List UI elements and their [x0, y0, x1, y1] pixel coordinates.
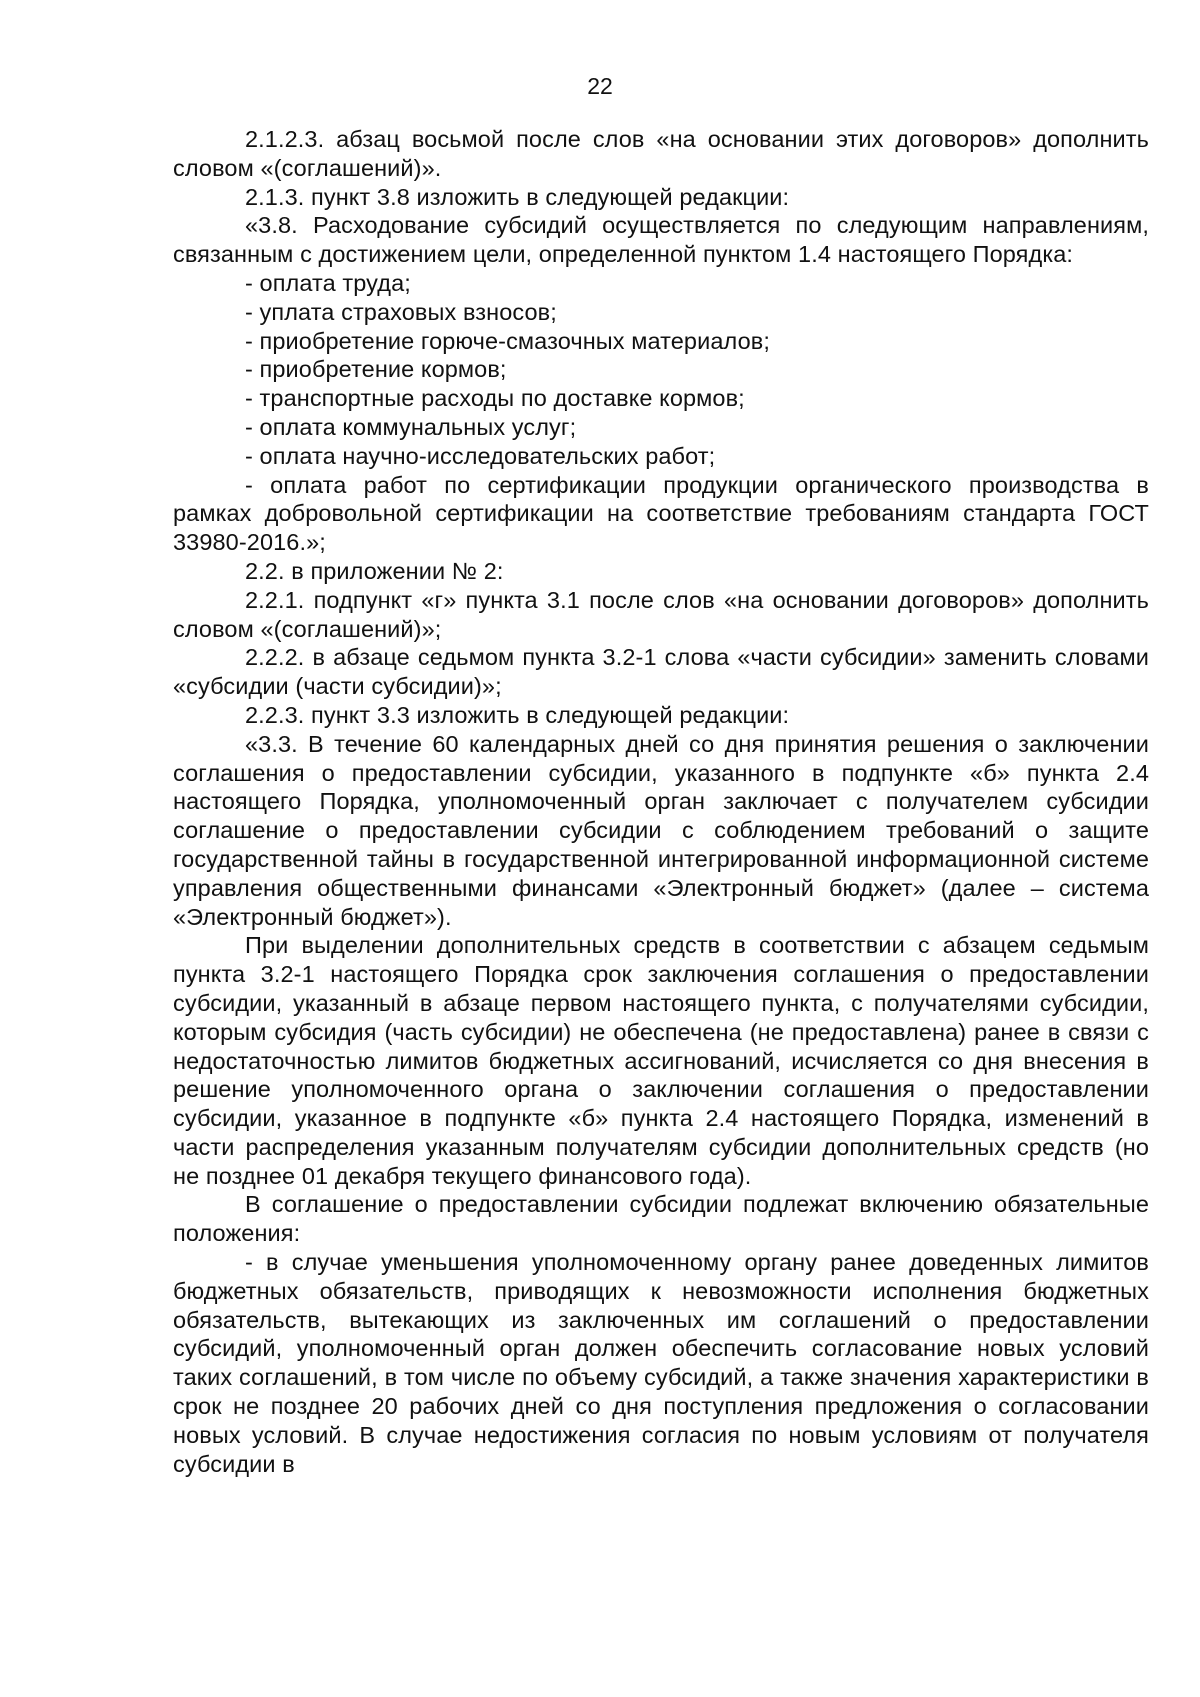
- paragraph-mandatory-provisions: В соглашение о предоставлении субсидии подлежат включению обязательные положения:: [173, 1191, 1149, 1247]
- paragraph-2-1-3: 2.1.3. пункт 3.8 изложить в следующей редакции:: [245, 183, 790, 210]
- list-item: - оплата коммунальных услуг;: [245, 413, 577, 440]
- paragraph-3-3: «3.3. В течение 60 календарных дней со дня принятия решения о заключении соглашения о предоставлении субсидии, указанного в подпункте «б» пункта 2.4 настоящего Порядка, уполномоченный орган заключает с получателем субсидии соглашение о предоставлении субсидии с соблюдением требований о защите государственной тайны в государственной интегрированной информационной системе управления общественными финансами «Электронный бюджет» (далее – система «Электронный бюджет»).: [173, 730, 1149, 930]
- paragraph-additional-funds: При выделении дополнительных средств в соответствии с абзацем седьмым пункта 3.2-1 настоящего Порядка срок заключения соглашения о предоставлении субсидии, указанный в абзаце первом настоящего пункта, с получателями субсидии, которым субсидия (часть субсидии) не обеспечена (не предоставлена) ранее в связи с недостаточностью лимитов бюджетных ассигнований, исчисляется со дня внесения в решение уполномоченного органа о заключении соглашения о предоставлении субсидии, указанное в подпункте «б» пункта 2.4 настоящего Порядка, изменений в части распределения указанным получателям субсидии дополнительных средств (но не позднее 01 декабря текущего финансового года).: [173, 932, 1149, 1189]
- paragraph-2-1-2-3: 2.1.2.3. абзац восьмой после слов «на основании этих договоров» дополнить словом «(соглашений)».: [173, 126, 1149, 181]
- paragraph-2-2-2: 2.2.2. в абзаце седьмом пункта 3.2-1 слова «части субсидии» заменить словами «субсидии (части субсидии)»;: [173, 644, 1149, 700]
- page-number: 22: [587, 73, 613, 99]
- list-item: - приобретение горюче-смазочных материалов;: [245, 327, 770, 354]
- list-item: - транспортные расходы по доставке кормов;: [245, 385, 745, 412]
- list-item: - оплата научно-исследовательских работ;: [245, 442, 716, 469]
- list-item: - приобретение кормов;: [245, 356, 507, 383]
- list-item: - оплата труда;: [245, 269, 411, 296]
- paragraph-2-2-3: 2.2.3. пункт 3.3 изложить в следующей редакции:: [245, 701, 790, 728]
- list-item: - оплата работ по сертификации продукции органического производства в рамках добровольной сертификации на соответствие требованиям стандарта ГОСТ 33980-2016.»;: [173, 471, 1149, 556]
- paragraph-3-8: «3.8. Расходование субсидий осуществляется по следующим направлениям, связанным с достижением цели, определенной пунктом 1.4 настоящего Порядка:: [173, 212, 1149, 268]
- list-item: - в случае уменьшения уполномоченному органу ранее доведенных лимитов бюджетных обязательств, приводящих к невозможности исполнения бюджетных обязательств, вытекающих из заключенных им соглашений о предоставлении субсидий, уполномоченный орган должен обеспечить согласование новых условий таких соглашений, в том числе по объему субсидий, а также значения характеристики в срок не позднее 20 рабочих дней со дня поступления предложения о согласовании новых условий. В случае недостижения согласия по новым условиям от получателя субсидии в: [173, 1249, 1149, 1477]
- paragraph-2-2: 2.2. в приложении № 2:: [245, 557, 504, 584]
- paragraph-2-2-1: 2.2.1. подпункт «г» пункта 3.1 после слов «на основании договоров» дополнить словом «(соглашений)»;: [173, 586, 1149, 642]
- document-body: [173, 125, 1149, 1478]
- list-item: - уплата страховых взносов;: [245, 298, 557, 325]
